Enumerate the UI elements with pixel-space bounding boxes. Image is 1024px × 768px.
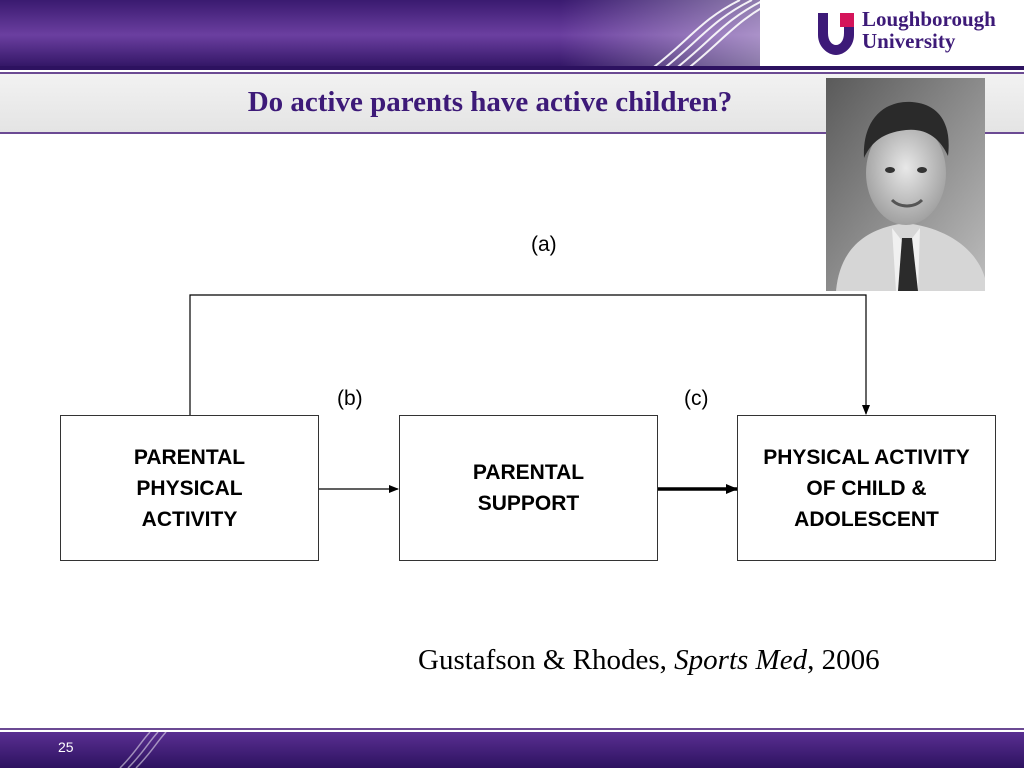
citation-authors: Gustafson & Rhodes, bbox=[418, 644, 675, 676]
slide-title: Do active parents have active children? bbox=[247, 86, 733, 118]
box-label: PHYSICAL ACTIVITY OF CHILD & ADOLESCENT bbox=[763, 445, 970, 531]
box-parental-physical-activity bbox=[60, 415, 319, 561]
path-c-label: (c) bbox=[684, 387, 709, 410]
path-a-connector bbox=[190, 295, 866, 416]
box-child-activity bbox=[737, 415, 996, 561]
path-b-label: (b) bbox=[337, 387, 363, 410]
citation-year: , 2006 bbox=[807, 644, 880, 676]
citation bbox=[418, 644, 880, 677]
logo-line1: Loughborough bbox=[862, 7, 996, 31]
path-a-label: (a) bbox=[531, 233, 557, 256]
citation-journal: Sports Med bbox=[674, 644, 808, 676]
slide-number: 25 bbox=[58, 739, 74, 755]
box-label: PARENTAL SUPPORT bbox=[472, 461, 585, 515]
box-parental-support bbox=[399, 415, 658, 561]
box-label: PARENTAL PHYSICAL ACTIVITY bbox=[133, 445, 246, 531]
logo-line2: University bbox=[862, 29, 956, 53]
bottom-banner bbox=[0, 728, 1024, 768]
